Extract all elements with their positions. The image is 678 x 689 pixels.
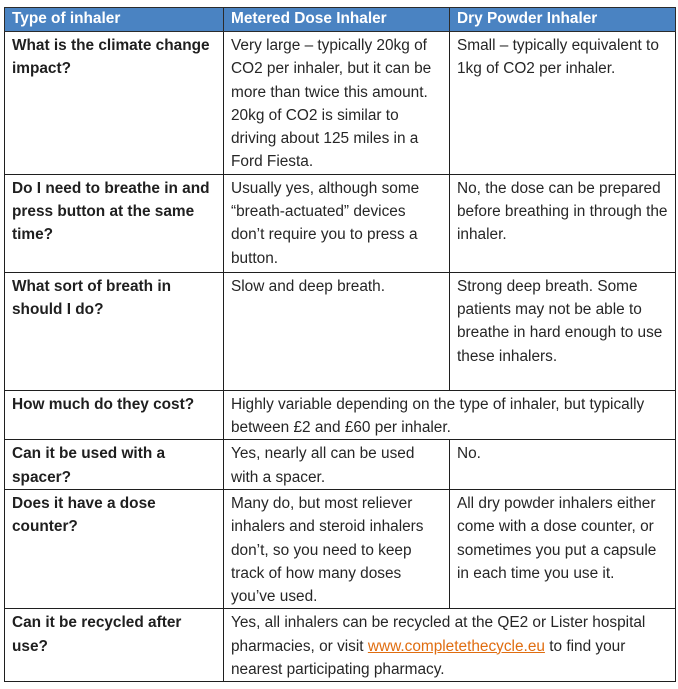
table-row <box>5 440 676 490</box>
table-row <box>5 609 676 682</box>
table-row <box>5 489 676 608</box>
header-type-of-inhaler: Type of inhaler <box>5 8 224 32</box>
mdi-cell: Slow and deep breath. <box>224 272 450 390</box>
header-row <box>5 8 676 32</box>
question-cell: Can it be recycled after use? <box>5 609 224 682</box>
question-cell: Does it have a dose counter? <box>5 489 224 608</box>
question-cell: What is the climate change impact? <box>5 32 224 175</box>
question-cell: Can it be used with a spacer? <box>5 440 224 490</box>
table-row <box>5 32 676 175</box>
header-metered-dose-inhaler: Metered Dose Inhaler <box>224 8 450 32</box>
dpi-cell: Small – typically equivalent to 1kg of CO2 per inhaler. <box>450 32 676 175</box>
mdi-cell: Yes, nearly all can be used with a spacer. <box>224 440 450 490</box>
question-cell: How much do they cost? <box>5 390 224 440</box>
question-cell: What sort of breath in should I do? <box>5 272 224 390</box>
complete-the-cycle-link[interactable]: www.completethecycle.eu <box>367 637 545 655</box>
question-cell: Do I need to breathe in and press button at the same time? <box>5 174 224 272</box>
combined-answer-cell <box>224 609 676 682</box>
dpi-cell: All dry powder inhalers either come with a dose counter, or sometimes you put a capsule in each time you use it. <box>450 489 676 608</box>
mdi-cell: Usually yes, although some “breath-actuated” devices don’t require you to press a button. <box>224 174 450 272</box>
dpi-cell: Strong deep breath. Some patients may not be able to breathe in hard enough to use these inhalers. <box>450 272 676 390</box>
dpi-cell: No. <box>450 440 676 490</box>
table-row <box>5 174 676 272</box>
table-row <box>5 390 676 440</box>
recycle-text-after: to find your nearest participating pharmacy. <box>231 637 626 679</box>
inhaler-comparison-table <box>4 7 676 682</box>
recycle-text-before: Yes, all inhalers can be recycled at the QE2 or Lister hospital pharmacies, or visit <box>231 614 646 655</box>
header-dry-powder-inhaler: Dry Powder Inhaler <box>450 8 676 32</box>
dpi-cell: No, the dose can be prepared before breathing in through the inhaler. <box>450 174 676 272</box>
mdi-cell: Many do, but most reliever inhalers and steroid inhalers don’t, so you need to keep track of how many doses you’ve used. <box>224 489 450 608</box>
mdi-cell: Very large – typically 20kg of CO2 per inhaler, but it can be more than twice this amount. 20kg of CO2 is similar to driving about 125 miles in a Ford Fiesta. <box>224 32 450 175</box>
combined-answer-cell: Highly variable depending on the type of inhaler, but typically between £2 and £60 per inhaler. <box>224 390 676 440</box>
table-row <box>5 272 676 390</box>
